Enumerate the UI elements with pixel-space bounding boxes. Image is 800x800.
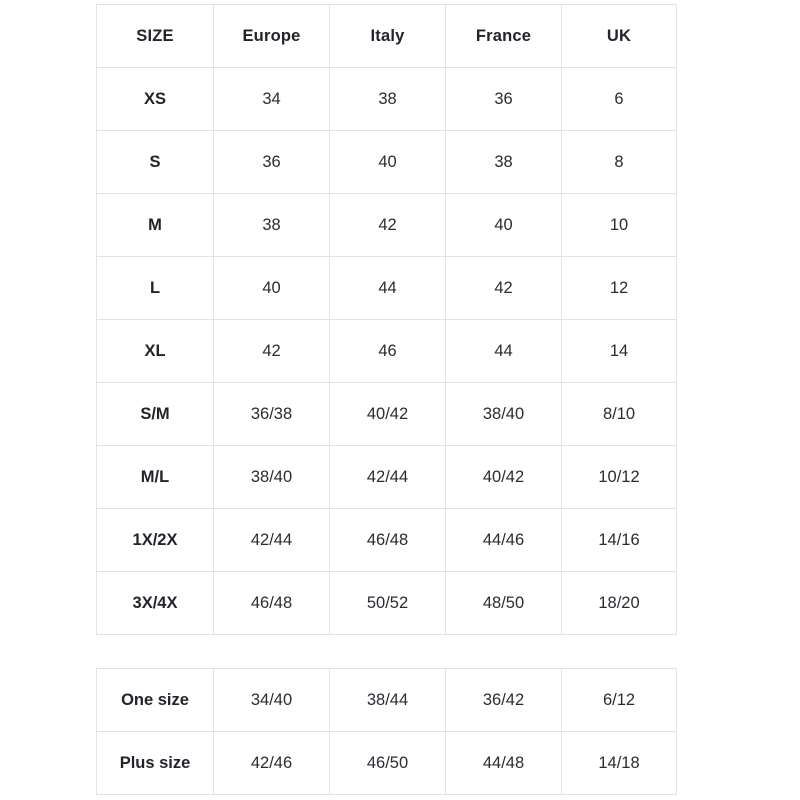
table-row xyxy=(97,257,677,320)
cell-europe: 38/40 xyxy=(214,446,330,509)
row-label: M/L xyxy=(97,446,214,509)
table-row xyxy=(97,669,677,732)
secondary-size-table xyxy=(96,668,677,795)
cell-uk: 10 xyxy=(562,194,677,257)
cell-italy: 46 xyxy=(330,320,446,383)
cell-france: 40 xyxy=(446,194,562,257)
cell-uk: 14 xyxy=(562,320,677,383)
secondary-size-table-wrapper xyxy=(96,668,676,795)
secondary-table-body xyxy=(97,669,677,795)
row-label: S/M xyxy=(97,383,214,446)
cell-uk: 8/10 xyxy=(562,383,677,446)
cell-france: 44/46 xyxy=(446,509,562,572)
row-label: S xyxy=(97,131,214,194)
cell-uk: 10/12 xyxy=(562,446,677,509)
cell-france: 44 xyxy=(446,320,562,383)
cell-france: 48/50 xyxy=(446,572,562,635)
cell-europe: 42/46 xyxy=(214,732,330,795)
table-row xyxy=(97,732,677,795)
row-label: One size xyxy=(97,669,214,732)
row-label: 3X/4X xyxy=(97,572,214,635)
primary-table-body xyxy=(97,68,677,635)
cell-france: 36/42 xyxy=(446,669,562,732)
cell-uk: 14/18 xyxy=(562,732,677,795)
primary-size-table xyxy=(96,4,677,635)
cell-europe: 42/44 xyxy=(214,509,330,572)
cell-italy: 42/44 xyxy=(330,446,446,509)
cell-europe: 34 xyxy=(214,68,330,131)
cell-uk: 14/16 xyxy=(562,509,677,572)
column-header-italy: Italy xyxy=(330,5,446,68)
table-row xyxy=(97,446,677,509)
cell-uk: 12 xyxy=(562,257,677,320)
cell-france: 42 xyxy=(446,257,562,320)
cell-italy: 42 xyxy=(330,194,446,257)
table-row xyxy=(97,572,677,635)
table-row xyxy=(97,194,677,257)
table-header-row xyxy=(97,5,677,68)
cell-uk: 18/20 xyxy=(562,572,677,635)
cell-europe: 34/40 xyxy=(214,669,330,732)
cell-europe: 46/48 xyxy=(214,572,330,635)
cell-uk: 6/12 xyxy=(562,669,677,732)
cell-france: 38/40 xyxy=(446,383,562,446)
table-row xyxy=(97,68,677,131)
row-label: L xyxy=(97,257,214,320)
cell-france: 38 xyxy=(446,131,562,194)
row-label: XL xyxy=(97,320,214,383)
cell-france: 36 xyxy=(446,68,562,131)
cell-uk: 8 xyxy=(562,131,677,194)
cell-france: 40/42 xyxy=(446,446,562,509)
cell-italy: 46/50 xyxy=(330,732,446,795)
primary-table-header xyxy=(97,5,677,68)
cell-italy: 38/44 xyxy=(330,669,446,732)
cell-europe: 38 xyxy=(214,194,330,257)
cell-italy: 40/42 xyxy=(330,383,446,446)
cell-europe: 36 xyxy=(214,131,330,194)
cell-italy: 40 xyxy=(330,131,446,194)
column-header-europe: Europe xyxy=(214,5,330,68)
cell-italy: 46/48 xyxy=(330,509,446,572)
table-row xyxy=(97,131,677,194)
column-header-uk: UK xyxy=(562,5,677,68)
table-row xyxy=(97,509,677,572)
column-header-size: SIZE xyxy=(97,5,214,68)
cell-italy: 38 xyxy=(330,68,446,131)
row-label: M xyxy=(97,194,214,257)
table-row xyxy=(97,320,677,383)
cell-uk: 6 xyxy=(562,68,677,131)
cell-france: 44/48 xyxy=(446,732,562,795)
table-row xyxy=(97,383,677,446)
row-label: Plus size xyxy=(97,732,214,795)
row-label: XS xyxy=(97,68,214,131)
cell-europe: 42 xyxy=(214,320,330,383)
cell-italy: 50/52 xyxy=(330,572,446,635)
row-label: 1X/2X xyxy=(97,509,214,572)
primary-size-table-wrapper xyxy=(96,4,676,635)
cell-europe: 36/38 xyxy=(214,383,330,446)
cell-italy: 44 xyxy=(330,257,446,320)
cell-europe: 40 xyxy=(214,257,330,320)
column-header-france: France xyxy=(446,5,562,68)
